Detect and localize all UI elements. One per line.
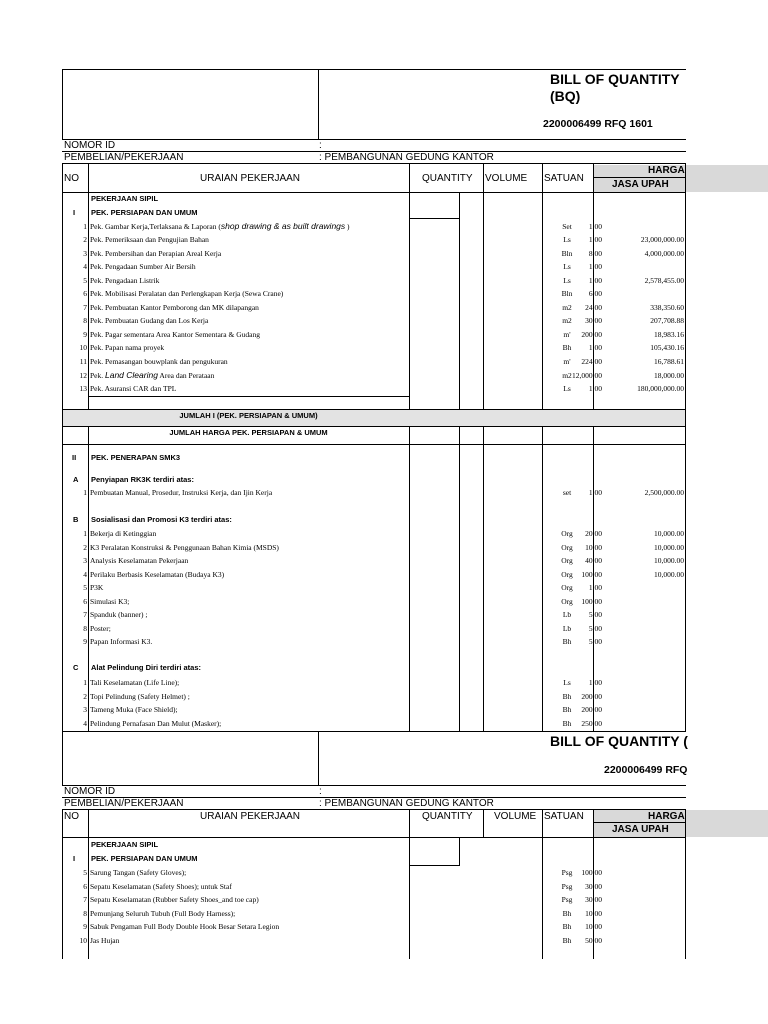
row-desc: Sepatu Keselamatan (Rubber Safety Shoes_and toe cap)	[90, 895, 259, 904]
row-volume: 10.00	[585, 922, 602, 931]
row-volume: 5.00	[588, 637, 602, 646]
row-desc: Pek. Pembuatan Gudang dan Los Kerja	[90, 316, 209, 325]
table-row	[62, 287, 686, 300]
section-no-ii: II	[72, 453, 77, 462]
row-desc: P3K	[90, 583, 104, 592]
row-volume: 200.00	[581, 691, 602, 701]
table-row	[62, 907, 686, 920]
row-no: 5	[83, 275, 87, 285]
table-row	[62, 341, 686, 354]
row-no: 13	[79, 384, 87, 393]
row-no: 1	[83, 222, 87, 231]
row-harga: 18,983.16	[654, 329, 684, 339]
row-no: 7	[83, 895, 87, 904]
row-volume: 1.00	[588, 678, 602, 687]
row-no: 4	[83, 569, 87, 579]
row-desc: Sabuk Pengaman Full Body Double Hook Besar Setara Legion	[90, 922, 280, 931]
row-satuan: Bh	[562, 691, 572, 701]
row-volume: 1.00	[588, 262, 602, 271]
row-volume: 224.00	[581, 356, 602, 366]
row-desc: Tali Keselamatan (Life Line);	[90, 678, 180, 687]
table-row	[62, 314, 686, 327]
row-satuan: Org	[561, 542, 573, 552]
row-volume: 24.00	[585, 302, 602, 312]
table-row	[62, 866, 686, 879]
row-satuan: Bh	[562, 922, 572, 931]
row-no: 10	[79, 343, 87, 352]
section-pekerjaan-sipil-2: PEKERJAAN SIPIL	[91, 840, 159, 849]
row-volume: 1.00	[588, 583, 602, 592]
row-harga: 10,000.00	[654, 529, 684, 538]
row-desc: Pelindung Pernafasan Dan Mulut (Masker);	[90, 718, 222, 728]
row-desc: Pek. Pemeriksaan dan Pengujian Bahan	[90, 235, 209, 244]
row-no: 9	[83, 637, 87, 646]
table-row	[62, 920, 686, 933]
table-row	[62, 635, 686, 648]
row-no: 8	[83, 908, 87, 918]
col-harga-2: HARGA	[648, 811, 685, 822]
col-uraian: URAIAN PEKERJAAN	[200, 173, 301, 184]
row-desc: Papan Informasi K3.	[90, 637, 153, 646]
jumlah-i-label: JUMLAH I (PEK. PERSIAPAN & UMUM)	[179, 411, 318, 420]
row-satuan: m'	[563, 356, 571, 366]
row-no: 2	[83, 542, 87, 552]
row-volume: 1.00	[588, 488, 602, 497]
table-row	[62, 382, 686, 395]
row-no: 10	[79, 935, 87, 945]
col-uraian-2: URAIAN PEKERJAAN	[200, 811, 301, 822]
row-no: 3	[83, 248, 87, 258]
table-row	[62, 554, 686, 567]
row-satuan: Bh	[562, 908, 572, 918]
nomor-id-label: NOMOR ID	[64, 140, 116, 151]
row-desc: Poster;	[90, 623, 111, 633]
row-satuan: Ls	[563, 678, 571, 687]
row-satuan: Ls	[563, 262, 571, 271]
row-volume: 200.00	[581, 329, 602, 339]
row-volume: 200.00	[581, 705, 602, 714]
col-no: NO	[64, 173, 79, 184]
subsection-c: Alat Pelindung Diri terdiri atas:	[91, 663, 202, 672]
row-satuan: m2	[562, 316, 572, 325]
row-desc: Pembuatan Manual, Prosedur, Instruksi Kerja, dan Ijin Kerja	[90, 488, 273, 497]
row-harga: 105,430.16	[650, 343, 684, 352]
row-desc: Sarung Tangan (Safety Gloves);	[90, 868, 187, 877]
row-satuan: Org	[561, 569, 573, 579]
row-desc: Bekerja di Ketinggian	[90, 529, 157, 538]
row-harga: 180,000,000.00	[637, 384, 684, 393]
row-desc: Spanduk (banner) ;	[90, 610, 148, 619]
row-volume: 1.00	[588, 384, 602, 393]
table-row	[62, 717, 686, 730]
row-desc: Pek. Pembersihan dan Perapian Areal Kerja	[90, 248, 222, 258]
row-no: 7	[83, 610, 87, 619]
row-satuan: Bh	[562, 935, 572, 945]
row-harga: 10,000.00	[654, 556, 684, 565]
row-desc: Topi Pelindung (Safety Helmet) ;	[90, 691, 190, 701]
row-no: 5	[83, 868, 87, 877]
col-jasa-upah: JASA UPAH	[612, 179, 669, 190]
row-desc: Pek. Pengadaan Listrik	[90, 275, 160, 285]
jumlah-harga-label: JUMLAH HARGA PEK. PERSIAPAN & UMUM	[169, 428, 328, 437]
pembelian-value: : PEMBANGUNAN GEDUNG KANTOR	[319, 152, 494, 163]
row-no: 4	[83, 262, 87, 271]
row-desc: Simulasi K3;	[90, 596, 130, 606]
row-satuan: set	[562, 488, 572, 497]
table-row	[62, 220, 686, 233]
row-desc: Sepatu Keselamatan (Safety Shoes); untuk Staf	[90, 881, 232, 891]
row-desc: Pek. Pagar sementara Area Kantor Sementara & Gudang	[90, 329, 260, 339]
row-no: 8	[83, 316, 87, 325]
row-no: 1	[83, 678, 87, 687]
row-volume: 30.00	[585, 316, 602, 325]
row-no: 7	[83, 302, 87, 312]
row-satuan: m2	[562, 302, 572, 312]
row-satuan: Bh	[562, 718, 572, 728]
row-no: 5	[83, 583, 87, 592]
table-row	[62, 595, 686, 608]
boq-title-2: BILL OF QUANTITY (	[550, 733, 688, 749]
row-no: 2	[83, 691, 87, 701]
row-harga: 338,350.60	[650, 302, 684, 312]
table-row	[62, 527, 686, 540]
row-satuan: m2	[562, 371, 572, 380]
table-row	[62, 233, 686, 246]
table-row	[62, 622, 686, 635]
table-row	[62, 581, 686, 594]
row-harga: 2,500,000.00	[644, 488, 684, 497]
row-harga: 207,708.88	[650, 316, 684, 325]
table-row	[62, 328, 686, 341]
row-satuan: Org	[561, 556, 573, 565]
table-row	[62, 486, 686, 499]
pembelian-label: PEMBELIAN/PEKERJAAN	[64, 152, 184, 163]
col-quantity-2: QUANTITY	[422, 811, 473, 822]
nomor-id-label-2: NOMOR ID	[64, 786, 116, 797]
subsection-b: Sosialisasi dan Promosi K3 terdiri atas:	[91, 515, 232, 524]
row-volume: 1.00	[588, 343, 602, 352]
rfq-number: 2200006499 RFQ 1601	[543, 118, 653, 130]
row-no: 6	[83, 596, 87, 606]
row-satuan: Psg	[561, 868, 573, 877]
row-volume: 100.00	[581, 569, 602, 579]
section-no-i: I	[73, 208, 76, 217]
row-no: 2	[83, 235, 87, 244]
row-satuan: Ls	[563, 384, 571, 393]
row-desc: Tameng Muka (Face Shield);	[90, 705, 178, 714]
subsection-c-no: C	[73, 663, 79, 672]
row-volume: 40.00	[585, 556, 602, 565]
row-desc: Pek. Pengadaan Sumber Air Bersih	[90, 262, 196, 271]
row-volume: 20.00	[585, 529, 602, 538]
row-satuan: Bh	[562, 637, 572, 646]
row-volume: 10.00	[585, 542, 602, 552]
section-persiapan: PEK. PERSIAPAN DAN UMUM	[91, 208, 198, 217]
row-satuan: Set	[562, 222, 572, 231]
row-satuan: Org	[561, 596, 573, 606]
row-desc: Pek. Asuransi CAR dan TPL	[90, 384, 177, 393]
table-row	[62, 260, 686, 273]
section-no-i-2: I	[73, 854, 76, 863]
row-no: 1	[83, 488, 87, 497]
row-desc: Pek. Mobilisasi Peralatan dan Perlengkapan Kerja (Sewa Crane)	[90, 289, 284, 298]
row-harga: 18,000.00	[654, 371, 684, 380]
subsection-a-no: A	[73, 475, 79, 484]
row-no: 6	[83, 289, 87, 298]
row-volume: 50.00	[585, 935, 602, 945]
col-no-2: NO	[64, 811, 79, 822]
row-satuan: Lb	[562, 610, 572, 619]
table-row	[62, 893, 686, 906]
row-satuan: Ls	[563, 235, 571, 244]
row-desc: Pek. Pembuatan Kantor Pemborong dan MK dilapangan	[90, 302, 259, 312]
row-volume: 30.00	[585, 881, 602, 891]
pembelian-value-2: : PEMBANGUNAN GEDUNG KANTOR	[319, 798, 494, 809]
rfq-number-2: 2200006499 RFQ	[604, 764, 688, 776]
boq-subtitle: (BQ)	[550, 88, 581, 104]
row-no: 8	[83, 623, 87, 633]
row-desc: Pek. Papan nama proyek	[90, 343, 165, 352]
table-row	[62, 355, 686, 368]
row-no: 3	[83, 705, 87, 714]
row-no: 3	[83, 556, 87, 565]
table-row	[62, 608, 686, 621]
row-harga: 16,788.61	[654, 356, 684, 366]
row-no: 12	[79, 371, 87, 380]
row-satuan: Bh	[562, 343, 572, 352]
row-volume: 100.00	[581, 868, 602, 877]
col-satuan: SATUAN	[544, 173, 584, 184]
row-volume: 10.00	[585, 908, 602, 918]
col-jasa-upah-2: JASA UPAH	[612, 824, 669, 835]
col-satuan-2: SATUAN	[544, 811, 584, 822]
nomor-id-value-2: :	[319, 786, 322, 797]
row-satuan: Org	[561, 529, 573, 538]
row-desc: Analysis Keselamatan Pekerjaan	[90, 556, 189, 565]
row-volume: 12,000.00	[572, 371, 602, 380]
row-desc: Pek. Land Clearing Area dan Perataan	[90, 370, 215, 380]
row-satuan: Org	[561, 583, 573, 592]
pembelian-label-2: PEMBELIAN/PEKERJAAN	[64, 798, 184, 809]
row-desc: K3 Peralatan Konstruksi & Penggunaan Bahan Kimia (MSDS)	[90, 542, 279, 552]
row-volume: 5.00	[588, 623, 602, 633]
row-satuan: Ls	[563, 275, 571, 285]
row-satuan: Bln	[561, 289, 573, 298]
boq-title: BILL OF QUANTITY	[550, 71, 680, 87]
table-row	[62, 690, 686, 703]
row-no: 9	[83, 329, 87, 339]
row-desc: Jas Hujan	[90, 935, 120, 945]
row-volume: 8.00	[588, 248, 602, 258]
section-persiapan-2: PEK. PERSIAPAN DAN UMUM	[91, 854, 198, 863]
table-row	[62, 934, 686, 947]
col-harga: HARGA	[648, 165, 685, 176]
col-volume-2: VOLUME	[494, 811, 537, 822]
table-row	[62, 369, 686, 382]
row-no: 9	[83, 922, 87, 931]
row-volume: 250.00	[581, 718, 602, 728]
row-volume: 1.00	[588, 275, 602, 285]
row-satuan: Lb	[562, 623, 572, 633]
col-volume: VOLUME	[485, 173, 528, 184]
row-satuan: m'	[563, 329, 571, 339]
subsection-b-no: B	[73, 515, 79, 524]
table-row	[62, 880, 686, 893]
row-desc: Pemunjang Seluruh Tubuh (Full Body Harness);	[90, 908, 236, 918]
table-row	[62, 301, 686, 314]
row-no: 1	[83, 529, 87, 538]
row-volume: 100.00	[581, 596, 602, 606]
table-row	[62, 703, 686, 716]
col-quantity: QUANTITY	[422, 173, 473, 184]
row-harga: 2,578,455.00	[644, 275, 684, 285]
row-volume: 6.00	[588, 289, 602, 298]
row-volume: 5.00	[588, 610, 602, 619]
row-satuan: Bln	[561, 248, 573, 258]
row-satuan: Bh	[562, 705, 572, 714]
row-no: 6	[83, 881, 87, 891]
table-row	[62, 274, 686, 287]
row-satuan: Psg	[561, 895, 573, 904]
subsection-a: Penyiapan RK3K terdiri atas:	[91, 475, 194, 484]
row-no: 11	[79, 356, 87, 366]
row-harga: 10,000.00	[654, 542, 684, 552]
row-volume: 1.00	[588, 222, 602, 231]
row-desc: Pek. Pemasangan bouwplank dan pengukuran	[90, 356, 228, 366]
row-desc: Pek. Gambar Kerja,Terlaksana & Laporan (shop drawing & as built drawings )	[90, 221, 350, 231]
section-pekerjaan-sipil: PEKERJAAN SIPIL	[91, 194, 159, 203]
row-satuan: Psg	[561, 881, 573, 891]
row-desc: Perilaku Berbasis Keselamatan (Budaya K3)	[90, 569, 225, 579]
table-row	[62, 247, 686, 260]
table-row	[62, 541, 686, 554]
row-no: 4	[83, 718, 87, 728]
table-row	[62, 676, 686, 689]
row-harga: 23,000,000.00	[640, 235, 684, 244]
row-volume: 30.00	[585, 895, 602, 904]
row-harga: 10,000.00	[654, 569, 684, 579]
nomor-id-value: :	[319, 140, 322, 151]
table-row	[62, 568, 686, 581]
section-smk3: PEK. PENERAPAN SMK3	[91, 453, 181, 462]
row-harga: 4,000,000.00	[644, 248, 684, 258]
row-volume: 1.00	[588, 235, 602, 244]
